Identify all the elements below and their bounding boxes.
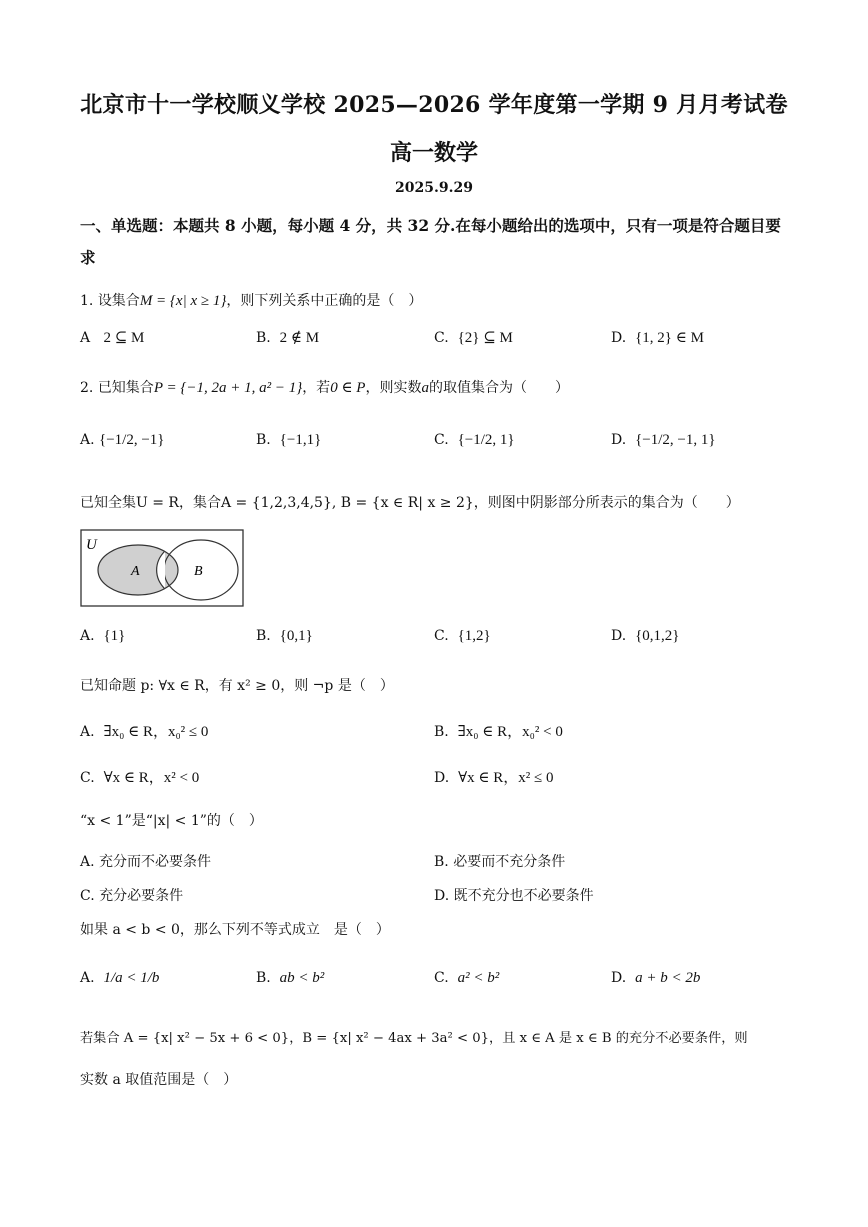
question-1-option-d: D. {1, 2} ∈ M (611, 330, 704, 346)
section-heading: 一、单选题：本题共 8 小题，每小题 4 分，共 32 分.在每小题给出的选项中，只有一项是符合题目要求 (80, 216, 781, 267)
question-6-option-c: C. a² < b² (434, 970, 500, 986)
question-5-option-d: D. 既不充分也不必要条件 (434, 888, 594, 904)
question-1-option-c: C. {2} ⊆ M (434, 330, 513, 346)
question-2-option-a: A. {−1/2, −1} (80, 432, 165, 448)
question-4-option-b: B. ∃x₀ ∈ R，x₀² < 0 (434, 724, 563, 740)
question-3-stem: 已知全集U = R，集合A = {1,2,3,4,5}, B = {x ∈ R| x ≥ 2}，则图中阴影部分所表示的集合为（ ） (80, 495, 740, 511)
question-2-option-d: D. {−1/2, −1, 1} (611, 432, 716, 448)
question-2-option-b: B. {−1,1} (256, 432, 322, 448)
question-1-stem: 1. 设集合M = {x| x ≥ 1}，则下列关系中正确的是（ ） (80, 293, 423, 309)
exam-date: 2025.9.29 (395, 180, 473, 196)
question-4-option-d: D. ∀x ∈ R，x² ≤ 0 (434, 770, 554, 786)
question-5-stem: “x < 1”是“|x| < 1”的（ ） (80, 813, 263, 829)
math-expression: P = {−1, 2a + 1, a² − 1} (153, 380, 303, 396)
question-5-option-a: A. 充分而不必要条件 (80, 854, 212, 870)
question-number: 1. (80, 293, 94, 309)
question-4-option-c: C. ∀x ∈ R，x² < 0 (80, 770, 200, 786)
question-1-option-a: A 2 ⊆ M (80, 330, 145, 346)
question-2-option-c: C. {−1/2, 1} (434, 432, 515, 448)
question-3-option-b: B. {0,1} (256, 628, 313, 644)
question-5-option-c: C. 充分必要条件 (80, 888, 184, 904)
question-4-option-a: A. ∃x₀ ∈ R，x₀² ≤ 0 (80, 724, 209, 740)
venn-label-u: U (86, 537, 97, 553)
question-3-option-c: C. {1,2} (434, 628, 491, 644)
question-6-stem: 如果 a < b < 0，那么下列不等式成立 是（ ） (80, 922, 390, 938)
exam-subject: 高一数学 (389, 140, 478, 166)
question-3-option-a: A. {1} (80, 628, 126, 644)
question-6-option-d: D. a + b < 2b (611, 970, 701, 986)
question-7-stem-line1: 若集合 A = {x| x² − 5x + 6 < 0}，B = {x| x² − 4ax + 3a² < 0}，且 x ∈ A 是 x ∈ B 的充分不必要条件，则 (80, 1031, 748, 1046)
question-3-option-d: D. {0,1,2} (611, 628, 680, 644)
question-6-option-a: A. 1/a < 1/b (80, 970, 160, 986)
question-6-option-b: B. ab < b² (256, 970, 325, 986)
question-5-option-b: B. 必要而不充分条件 (434, 854, 566, 870)
venn-label-a: A (131, 564, 140, 579)
math-expression: M = {x| x ≥ 1} (139, 293, 227, 309)
question-4-stem: 已知命题 p: ∀x ∈ R，有 x² ≥ 0，则 ¬p 是（ ） (80, 678, 394, 694)
exam-title: 北京市十一学校顺义学校 2025—2026 学年度第一学期 9 月月考试卷 (80, 92, 788, 118)
venn-diagram (80, 529, 245, 609)
question-2-stem: 2. 已知集合P = {−1, 2a + 1, a² − 1}，若0 ∈ P，则实数a的取值集合为（ ） (80, 380, 569, 396)
venn-label-b: B (194, 564, 203, 579)
question-7-stem-line2: 实数 a 取值范围是（ ） (80, 1072, 238, 1088)
question-1-option-b: B. 2 ∉ M (256, 330, 320, 346)
